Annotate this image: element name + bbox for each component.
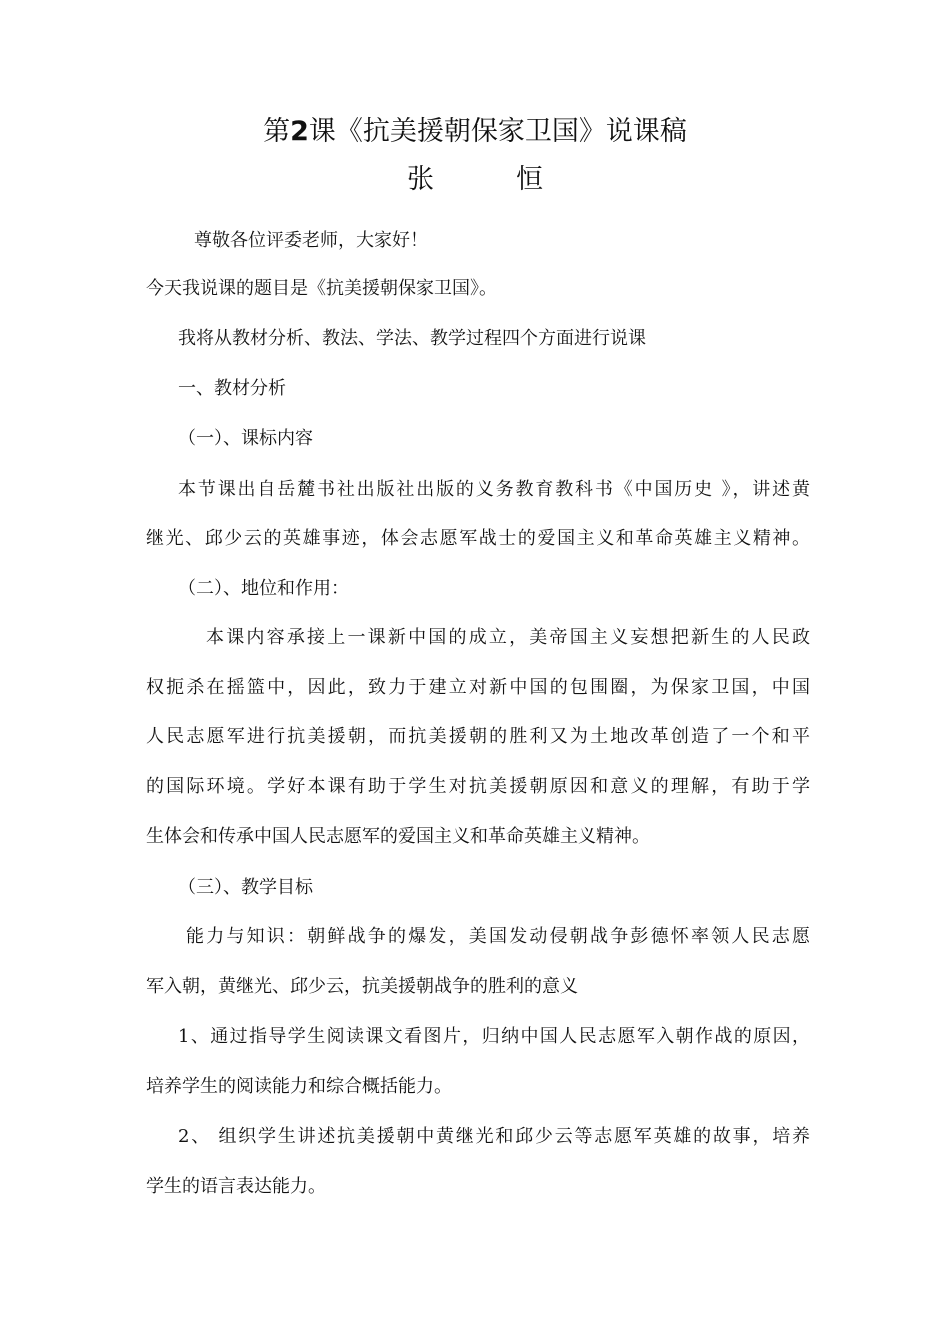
paragraph-line: 本节课出自岳麓书社出版社出版的义务教育教科书《中国历史 》，讲述黄: [178, 479, 810, 500]
topic-line: 今天我说课的题目是《抗美援朝保家卫国》。: [146, 278, 497, 299]
paragraph-line: 人民志愿军进行抗美援朝，而抗美援朝的胜利又为土地改革创造了一个和平: [146, 726, 810, 747]
list-item-1: 1、通过指导学生阅读课文看图片，归纳中国人民志愿军入朝作战的原因，: [178, 1026, 810, 1047]
subsection-heading-2: （二）、地位和作用：: [178, 578, 349, 599]
subsection-heading-1: （一）、课标内容: [178, 428, 313, 449]
paragraph-line: 生体会和传承中国人民志愿军的爱国主义和革命英雄主义精神。: [146, 826, 650, 847]
paragraph-line: 的国际环境。学好本课有助于学生对抗美援朝原因和意义的理解，有助于学: [146, 776, 810, 797]
list-item-2: 2、 组织学生讲述抗美援朝中黄继光和邱少云等志愿军英雄的故事，培养: [178, 1126, 810, 1147]
author-first: 张: [407, 164, 434, 195]
author-name: [0, 160, 950, 200]
list-item-2-cont: 学生的语言表达能力。: [146, 1176, 326, 1197]
title-rest: 课《抗美援朝保家卫国》说课稿: [308, 116, 687, 147]
author-last: 恒: [516, 164, 543, 195]
paragraph-line: 本课内容承接上一课新中国的成立，美帝国主义妄想把新生的人民政: [206, 627, 810, 648]
greeting: 尊敬各位评委老师，大家好！: [194, 230, 428, 251]
document-title: [0, 112, 950, 152]
title-prefix: 第: [263, 116, 291, 147]
subsection-heading-3: （三）、教学目标: [178, 877, 313, 898]
paragraph-line: 权扼杀在摇篮中，因此，致力于建立对新中国的包围圈，为保家卫国，中国: [146, 677, 810, 698]
paragraph-line: 继光、邱少云的英雄事迹，体会志愿军战士的爱国主义和革命英雄主义精神。: [146, 528, 810, 549]
list-item-1-cont: 培养学生的阅读能力和综合概括能力。: [146, 1076, 452, 1097]
paragraph-line: 军入朝，黄继光、邱少云，抗美援朝战争的胜利的意义: [146, 976, 578, 997]
title-number: 2: [290, 116, 309, 147]
outline-line: 我将从教材分析、教法、学法、教学过程四个方面进行说课: [178, 328, 646, 349]
section-heading-1: 一、教材分析: [178, 378, 286, 399]
paragraph-line: 能力与知识：朝鲜战争的爆发，美国发动侵朝战争彭德怀率领人民志愿: [186, 926, 810, 947]
